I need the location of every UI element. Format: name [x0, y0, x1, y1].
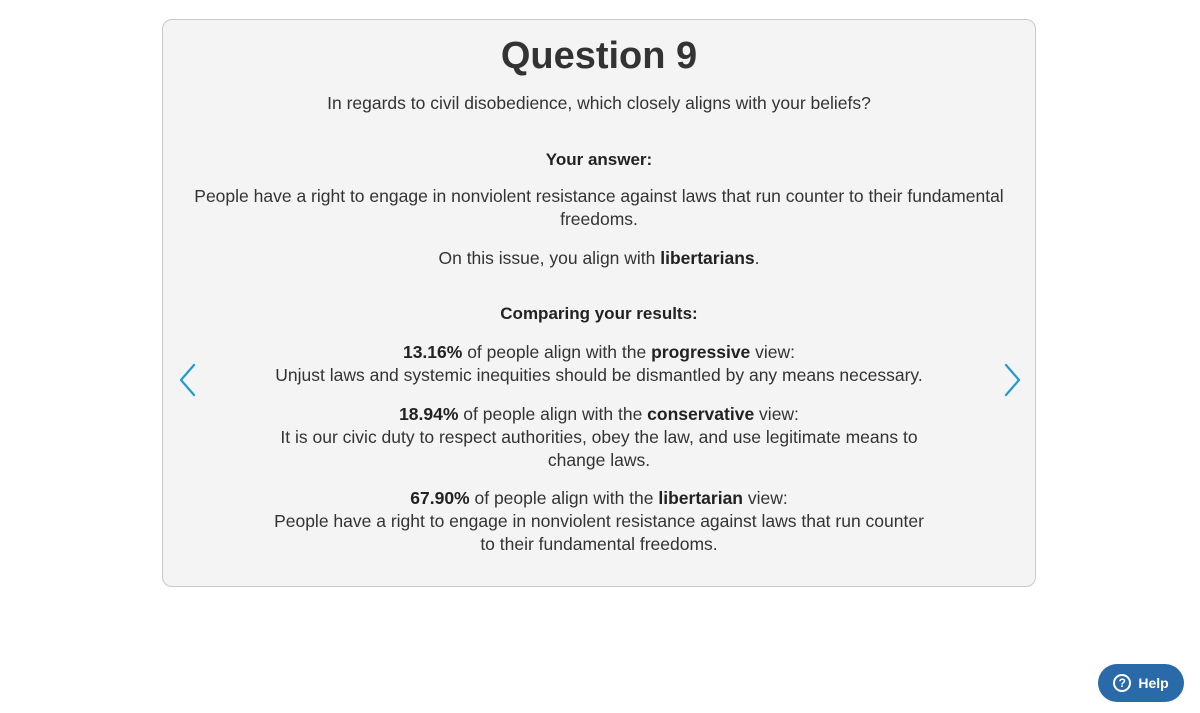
result-percent: 13.16%: [402, 342, 463, 362]
alignment-suffix: .: [754, 248, 760, 268]
result-suffix: view:: [754, 404, 799, 424]
result-suffix: view:: [750, 342, 796, 362]
alignment-statement: [163, 247, 1035, 270]
result-suffix: view:: [743, 488, 788, 508]
next-question-button[interactable]: [999, 362, 1025, 398]
previous-question-button[interactable]: [175, 362, 201, 398]
result-group: conservative: [647, 404, 755, 424]
result-middle: of people align with the: [458, 404, 648, 424]
question-title: Question 9: [500, 35, 698, 77]
result-middle: of people align with the: [469, 488, 659, 508]
result-view: People have a right to engage in nonviolent resistance against laws that run counter to their fundamental freedoms.: [274, 511, 924, 554]
result-view: Unjust laws and systemic inequities should be dismantled by any means necessary.: [275, 365, 923, 385]
help-label: Help: [1138, 675, 1169, 691]
result-progressive: [273, 341, 925, 387]
your-answer-text: People have a right to engage in nonviolent resistance against laws that run counter to their fundamental freedoms.: [194, 186, 1004, 229]
result-percent: 67.90%: [410, 488, 470, 508]
alignment-group: libertarians: [660, 248, 755, 268]
result-middle: of people align with the: [462, 342, 652, 362]
chevron-left-icon: [175, 362, 201, 398]
help-button[interactable]: [1098, 664, 1184, 702]
question-card: [162, 19, 1036, 587]
comparing-results-heading: Comparing your results:: [500, 304, 698, 323]
result-view: It is our civic duty to respect authorities, obey the law, and use legitimate means to change laws.: [280, 427, 918, 470]
result-group: progressive: [651, 342, 751, 362]
result-conservative: [273, 403, 925, 472]
result-group: libertarian: [658, 488, 743, 508]
result-libertarian: [273, 487, 925, 556]
alignment-prefix: On this issue, you align with: [438, 248, 661, 268]
question-circle-icon: ?: [1113, 674, 1131, 692]
question-prompt: In regards to civil disobedience, which closely aligns with your beliefs?: [327, 93, 871, 113]
your-answer-heading: Your answer:: [545, 150, 653, 169]
result-percent: 18.94%: [399, 404, 459, 424]
chevron-right-icon: [999, 362, 1025, 398]
